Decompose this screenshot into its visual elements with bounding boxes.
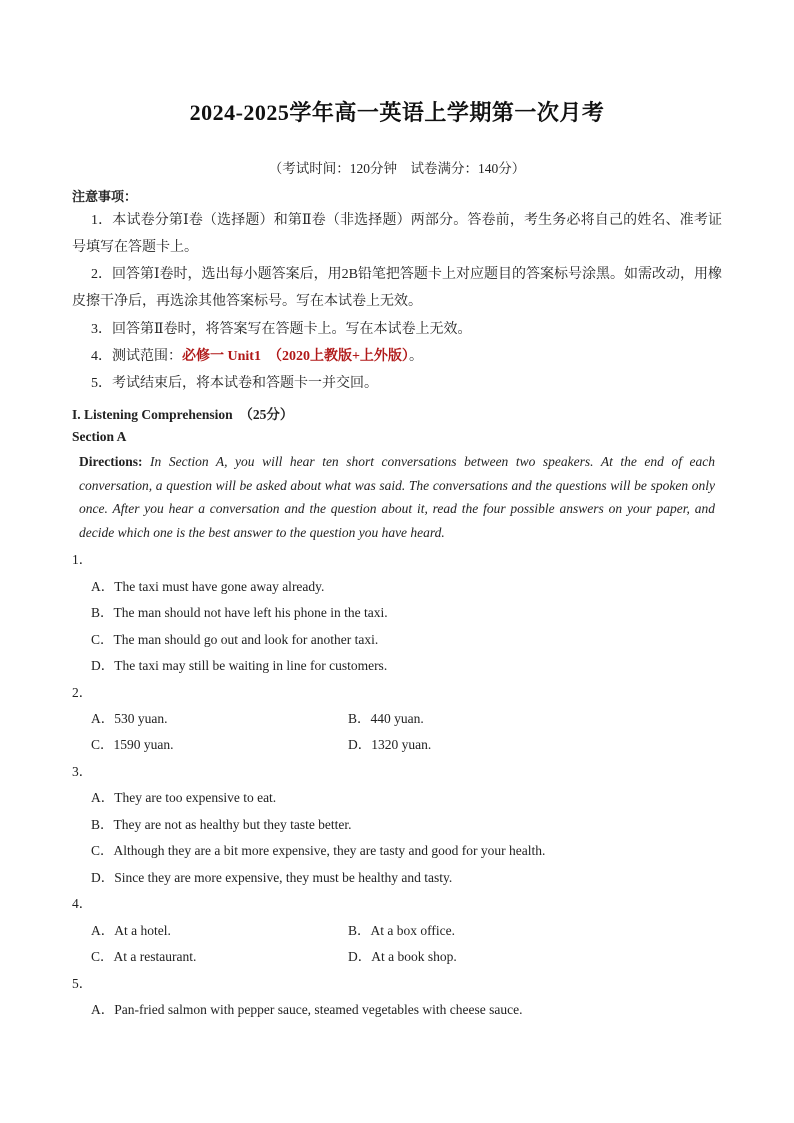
option: D．Since they are more expensive, they must be healthy and tasty.	[91, 870, 453, 885]
notice-heading: 注意事项：	[72, 189, 138, 204]
directions-label: Directions:	[79, 454, 143, 469]
option: B．They are not as healthy but they taste better.	[91, 817, 352, 832]
notice-item-2: 2．回答第Ⅰ卷时，选出每小题答案后，用2B铅笔把答题卡上对应题目的答案标号涂黑。如需改动，用橡皮擦干净后，再选涂其他答案标号。写在本试卷上无效。	[72, 267, 722, 309]
question-number: 1．	[72, 552, 93, 567]
option: B．The man should not have left his phone in the taxi.	[91, 605, 388, 620]
option: C．Although they are a bit more expensive, they are tasty and good for your health.	[91, 843, 546, 858]
notice-item-5: 5．考试结束后，将本试卷和答题卡一并交回。	[91, 376, 378, 391]
section-heading-listening: I. Listening Comprehension （25分）	[72, 407, 294, 422]
question-number: 5．	[72, 976, 93, 991]
option: A．They are too expensive to eat.	[91, 790, 277, 805]
directions-text: In Section A, you will hear ten short conversations between two speakers. At the end of each conversation, a question will be asked about what was said. The conversations and the questions will be spoken only once. After you hear a conversation and the question about it, read the four possible answers on your paper, and decide which one is the best answer to the question you have heard.	[79, 454, 715, 540]
option: A．The taxi must have gone away already.	[91, 579, 325, 594]
notice-item-3: 3．回答第Ⅱ卷时，将答案写在答题卡上。写在本试卷上无效。	[91, 322, 472, 337]
option: C．At a restaurant.	[91, 949, 197, 964]
option: A．530 yuan.	[91, 711, 168, 726]
option: A．Pan-fried salmon with pepper sauce, steamed vegetables with cheese sauce.	[91, 1002, 523, 1017]
question-number: 4．	[72, 896, 93, 911]
notice-item-1: 1．本试卷分第Ⅰ卷（选择题）和第Ⅱ卷（非选择题）两部分。答卷前，考生务必将自己的姓名、准考证号填写在答题卡上。	[72, 213, 722, 255]
option: D．1320 yuan.	[348, 737, 432, 752]
option: D．At a book shop.	[348, 949, 457, 964]
directions	[79, 450, 715, 544]
notice-item-4: 4．测试范围：必修一 Unit1 （2020上教版+上外版）。	[91, 349, 423, 364]
option: B．440 yuan.	[348, 711, 424, 726]
exam-title: 2024-2025学年高一英语上学期第一次月考	[189, 100, 605, 125]
option: A．At a hotel.	[91, 923, 171, 938]
exam-subtitle: （考试时间：120分钟 试卷满分：140分）	[268, 161, 526, 176]
question-number: 3．	[72, 764, 93, 779]
option: D．The taxi may still be waiting in line for customers.	[91, 658, 388, 673]
test-range: 必修一 Unit1 （2020上教版+上外版）	[182, 349, 409, 364]
option: C．1590 yuan.	[91, 737, 174, 752]
question-number: 2．	[72, 685, 93, 700]
option: B．At a box office.	[348, 923, 455, 938]
option: C．The man should go out and look for another taxi.	[91, 632, 379, 647]
section-a-heading: Section A	[72, 429, 127, 444]
